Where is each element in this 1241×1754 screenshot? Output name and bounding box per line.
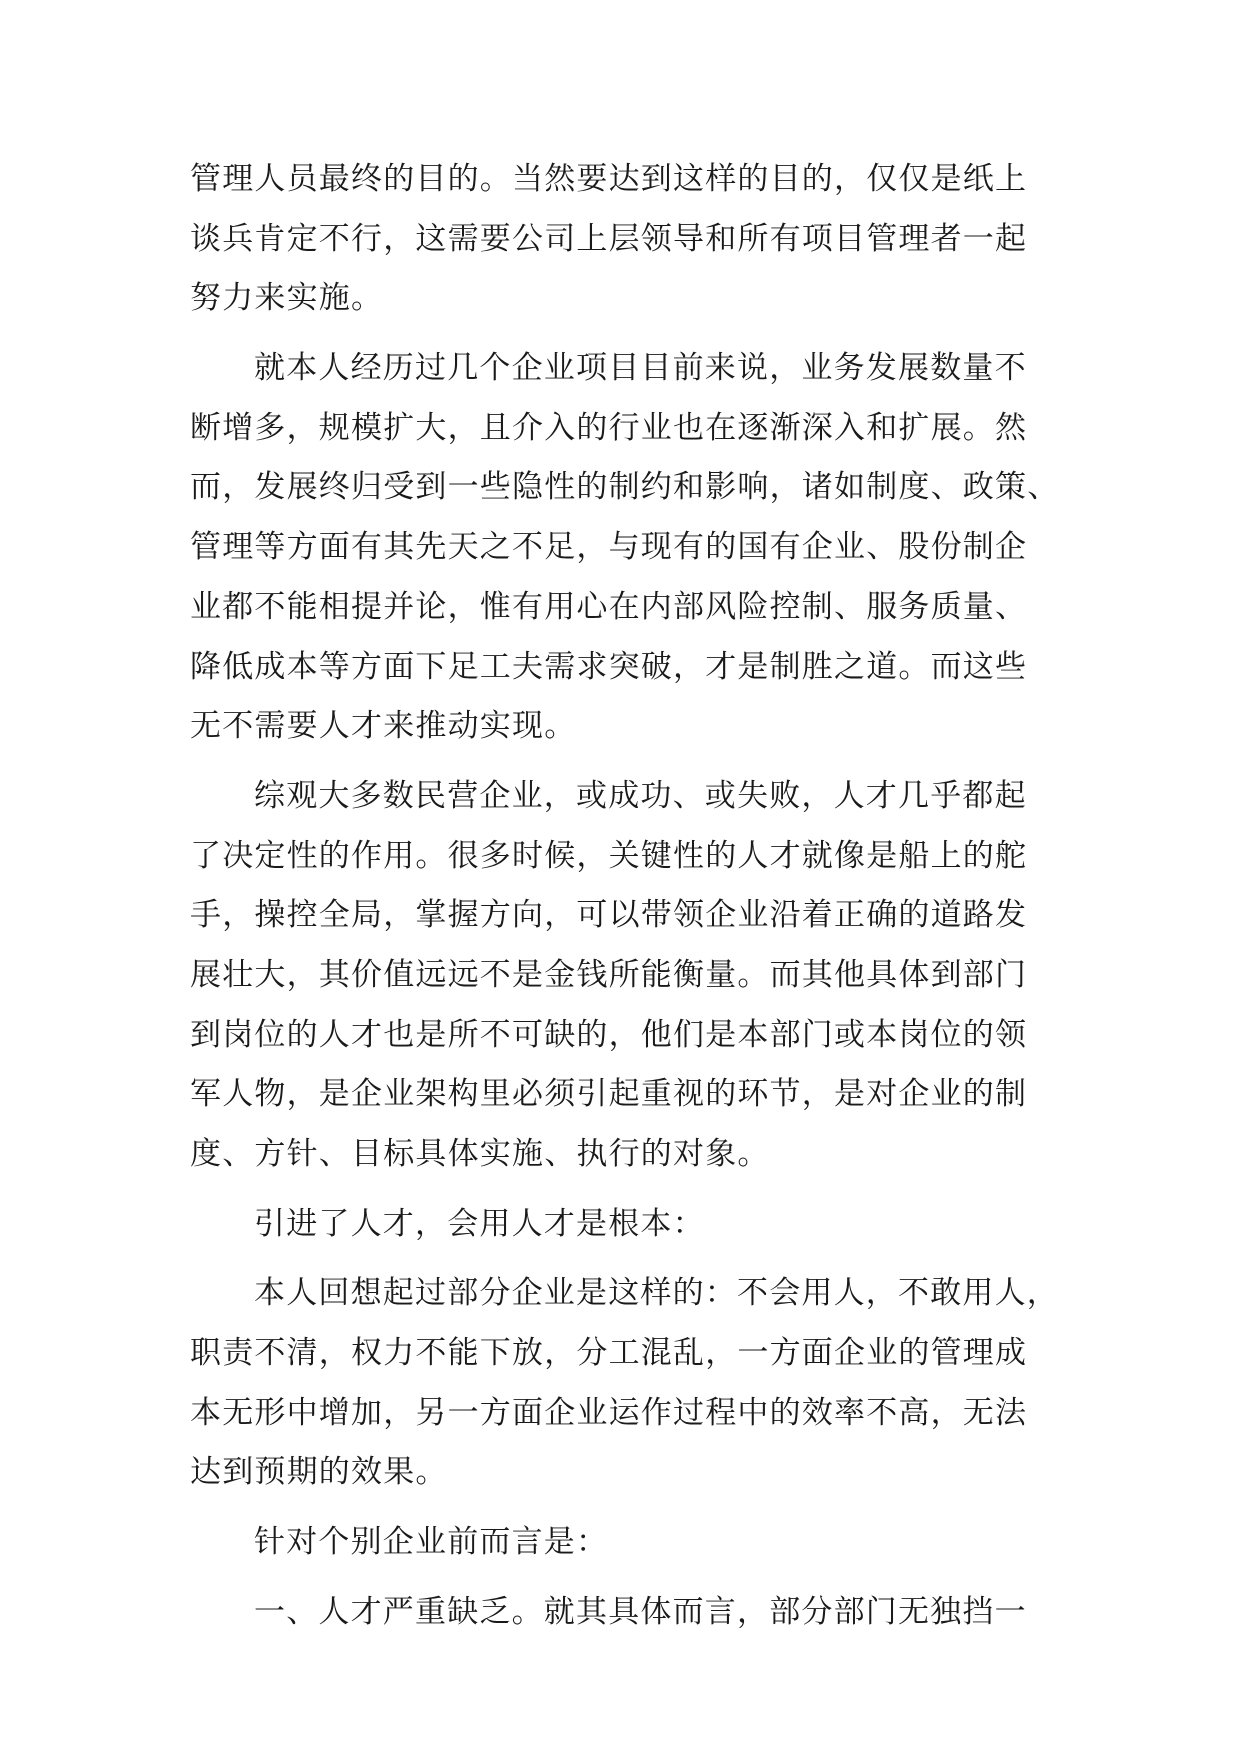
- paragraph: [190, 150, 1050, 329]
- document-body: [190, 150, 1060, 1643]
- text-line: 手，操控全局，掌握方向，可以带领企业沿着正确的道路发: [190, 897, 1028, 934]
- paragraph: [190, 767, 1050, 1185]
- text-line: 努力来实施。: [190, 280, 384, 317]
- text-line: 就本人经历过几个企业项目目前来说，业务发展数量不: [254, 350, 1027, 387]
- text-line: 达到预期的效果。: [190, 1454, 448, 1491]
- paragraph: [190, 1513, 1050, 1573]
- text-line: 一、人才严重缺乏。就其具体而言，部分部门无独挡一: [254, 1593, 1027, 1630]
- text-line: 展壮大，其价值远远不是金钱所能衡量。而其他具体到部门: [190, 956, 1028, 993]
- text-line: 降低成本等方面下足工夫需求突破，才是制胜之道。而这些: [190, 648, 1028, 685]
- text-line: 无不需要人才来推动实现。: [190, 708, 577, 745]
- paragraph: [190, 1583, 1050, 1643]
- text-line: 谈兵肯定不行，这需要公司上层领导和所有项目管理者一起: [190, 220, 1028, 257]
- text-line: 断增多，规模扩大，且介入的行业也在逐渐深入和扩展。然: [190, 409, 1028, 446]
- text-line: 本人回想起过部分企业是这样的：不会用人，不敢用人，: [254, 1275, 1059, 1312]
- text-line: 本无形中增加，另一方面企业运作过程中的效率不高，无法: [190, 1394, 1028, 1431]
- text-line: 而，发展终归受到一些隐性的制约和影响，诸如制度、政策、: [190, 469, 1060, 506]
- text-line: 针对个别企业前而言是：: [254, 1524, 609, 1561]
- text-line: 军人物，是企业架构里必须引起重视的环节，是对企业的制: [190, 1076, 1028, 1113]
- text-line: 综观大多数民营企业，或成功、或失败，人才几乎都起: [254, 777, 1027, 814]
- paragraph: [190, 1264, 1059, 1503]
- text-line: 职责不清，权力不能下放，分工混乱，一方面企业的管理成: [190, 1335, 1028, 1372]
- paragraph: [190, 339, 1060, 757]
- text-line: 管理等方面有其先天之不足，与现有的国有企业、股份制企: [190, 529, 1028, 566]
- text-line: 引进了人才，会用人才是根本：: [254, 1205, 705, 1242]
- paragraph: [190, 1195, 1050, 1255]
- text-line: 管理人员最终的目的。当然要达到这样的目的，仅仅是纸上: [190, 161, 1028, 197]
- text-line: 到岗位的人才也是所不可缺的，他们是本部门或本岗位的领: [190, 1016, 1028, 1053]
- text-line: 度、方针、目标具体实施、执行的对象。: [190, 1136, 770, 1172]
- text-line: 了决定性的作用。很多时候，关键性的人才就像是船上的舵: [190, 837, 1028, 874]
- text-line: 业都不能相提并论，惟有用心在内部风险控制、服务质量、: [190, 588, 1028, 625]
